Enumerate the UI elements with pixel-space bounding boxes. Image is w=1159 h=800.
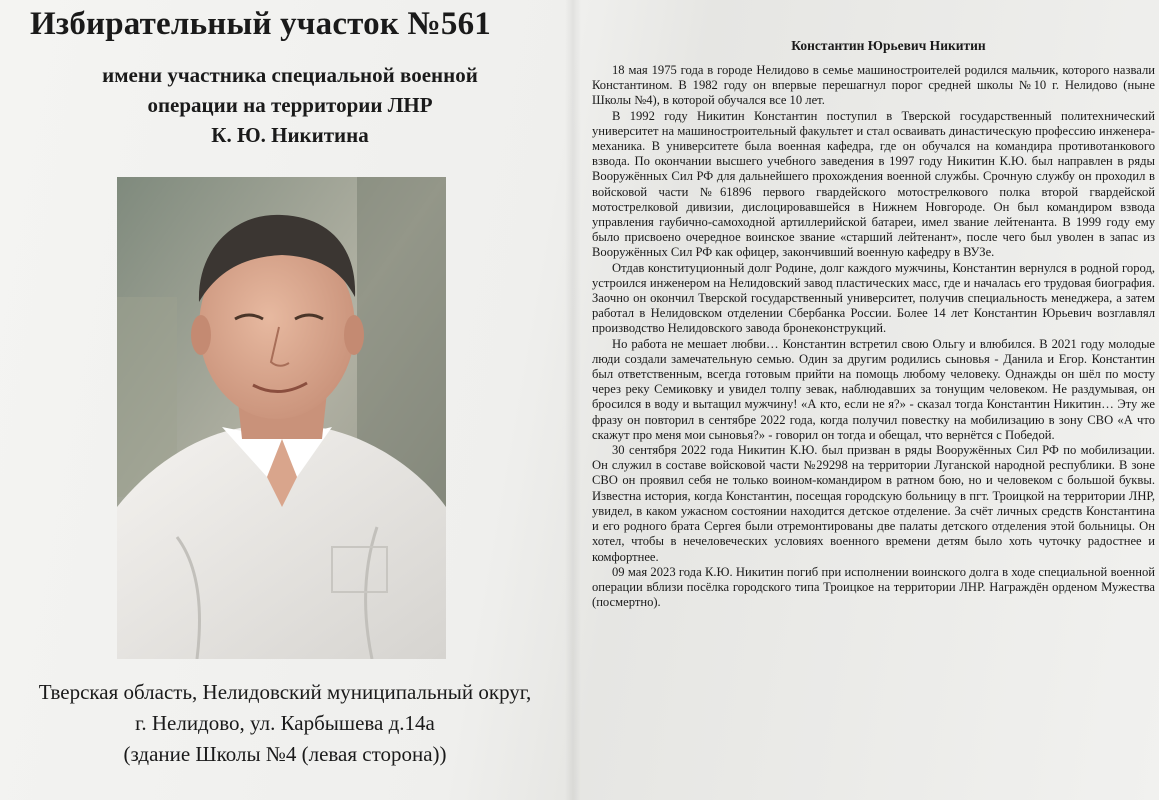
bio-paragraph-1: 18 мая 1975 года в городе Нелидово в семье машиностроителей родился мальчик, которого назвали Константином. В 1982 году он впервые перешагнул порог средней школы №10 г. Нелидово (ныне Школы №4), в которой обучался все 10 лет.	[592, 63, 1155, 108]
subtitle-line-2: операции на территории ЛНР	[147, 93, 433, 117]
subtitle	[40, 60, 540, 150]
subtitle-line-1: имени участника специальной военной	[102, 63, 478, 87]
polling-address	[0, 677, 570, 770]
bio-paragraph-3: Отдав конституционный долг Родине, долг каждого мужчины, Константин вернулся в родной город, устроился инженером на Нелидовский завод пластических масс, где и началась его трудовая биография. Заочно он окончил Тверской государственный университет, получив специальность менеджера, а затем работал в Нелидовском отделении Сбербанка России. Более 14 лет Константин Юрьевич возглавлял производство Нелидовского завода бронеконструкций.	[592, 260, 1155, 336]
bio-paragraph-6: 09 мая 2023 года К.Ю. Никитин погиб при исполнении воинского долга в ходе специальной военной операции вблизи посёлка городского типа Троицкое на территории ЛНР. Награждён орденом Мужества (посмертно).	[592, 564, 1155, 610]
bio-paragraph-4: Но работа не мешает любви… Константин встретил свою Ольгу и влюбился. В 2021 году молодые люди создали замечательную семью. Один за другим родились сыновья - Данила и Егор. Константин был ответственным, всегда готовым прийти на помощь любому человеку. Однажды он шёл по мосту через реку Семиковку и увидел толпу зевак, наблюдавших за тонущим человеком. Не раздумывая, он бросился в воду и вытащил мужчину! «А кто, если не я?» - сказал тогда Константин Никитин… Эту же фразу он повторил в сентябре 2022 года, когда получил повестку на мобилизацию в зону СВО «А что скажут про меня мои сыновья?» - говорил он тогда и обещал, что вернётся с Победой.	[592, 336, 1155, 442]
subtitle-line-3: К. Ю. Никитина	[211, 123, 369, 147]
portrait-photo	[117, 177, 446, 659]
page-title: Избирательный участок №561	[30, 6, 491, 42]
address-line-2: г. Нелидово, ул. Карбышева д.14а	[135, 711, 435, 735]
bio-paragraph-5: 30 сентября 2022 года Никитин К.Ю. был призван в ряды Вооружённых Сил РФ по мобилизации. Он служил в составе войсковой части №29298 на территории Луганской народной республики. В зоне СВО он проявил себя не только воином-командиром в ратном бою, но и человеком с большой буквы. Известна история, когда Константин, посещая городскую больницу в пгт. Троицкой на территории ЛНР, увидел, в каком ужасном состоянии находится детское отделение. За счёт личных средств Константина и его родного брата Сергея были отремонтированы две палаты детского отделения этой больницы. Он хотел, чтобы в нечеловеческих условиях военного времени детям было хоть чуточку радостнее и комфортнее.	[592, 443, 1155, 564]
biography-column	[592, 38, 1155, 610]
left-column	[0, 0, 570, 800]
bio-paragraph-2: В 1992 году Никитин Константин поступил в Тверской государственный политехнический университет на машиностроительный факультет и стал осваивать династическую профессию инженера-механика. В университете была военная кафедра, где он обучался на командира противотанкового взвода. По окончании высшего учебного заведения в 1997 году Никитин К.Ю. был направлен в ряды Вооружённых Сил РФ для дальнейшего прохождения военной службы. Срочную службу он проходил в войсковой части №61896 первого гвардейского мотострелкового полка второй гвардейской мотострелковой дивизии, дислоцировавшейся в Нижнем Новгороде. Он был командиром взвода управления гаубично-самоходной артиллерийской батареи, имел звание лейтенанта. В 1999 году ему было присвоено очередное воинское звание «старший лейтенант», после чего был уволен в запас из Вооружённых Сил РФ как офицер, закончивший военную кафедру в ВУЗе.	[592, 108, 1155, 260]
biography-name: Константин Юрьевич Никитин	[791, 38, 986, 53]
portrait-illustration	[117, 177, 446, 659]
address-line-3: (здание Школы №4 (левая сторона))	[123, 742, 447, 766]
biography-text	[592, 63, 1155, 610]
address-line-1: Тверская область, Нелидовский муниципальный округ,	[38, 680, 532, 704]
